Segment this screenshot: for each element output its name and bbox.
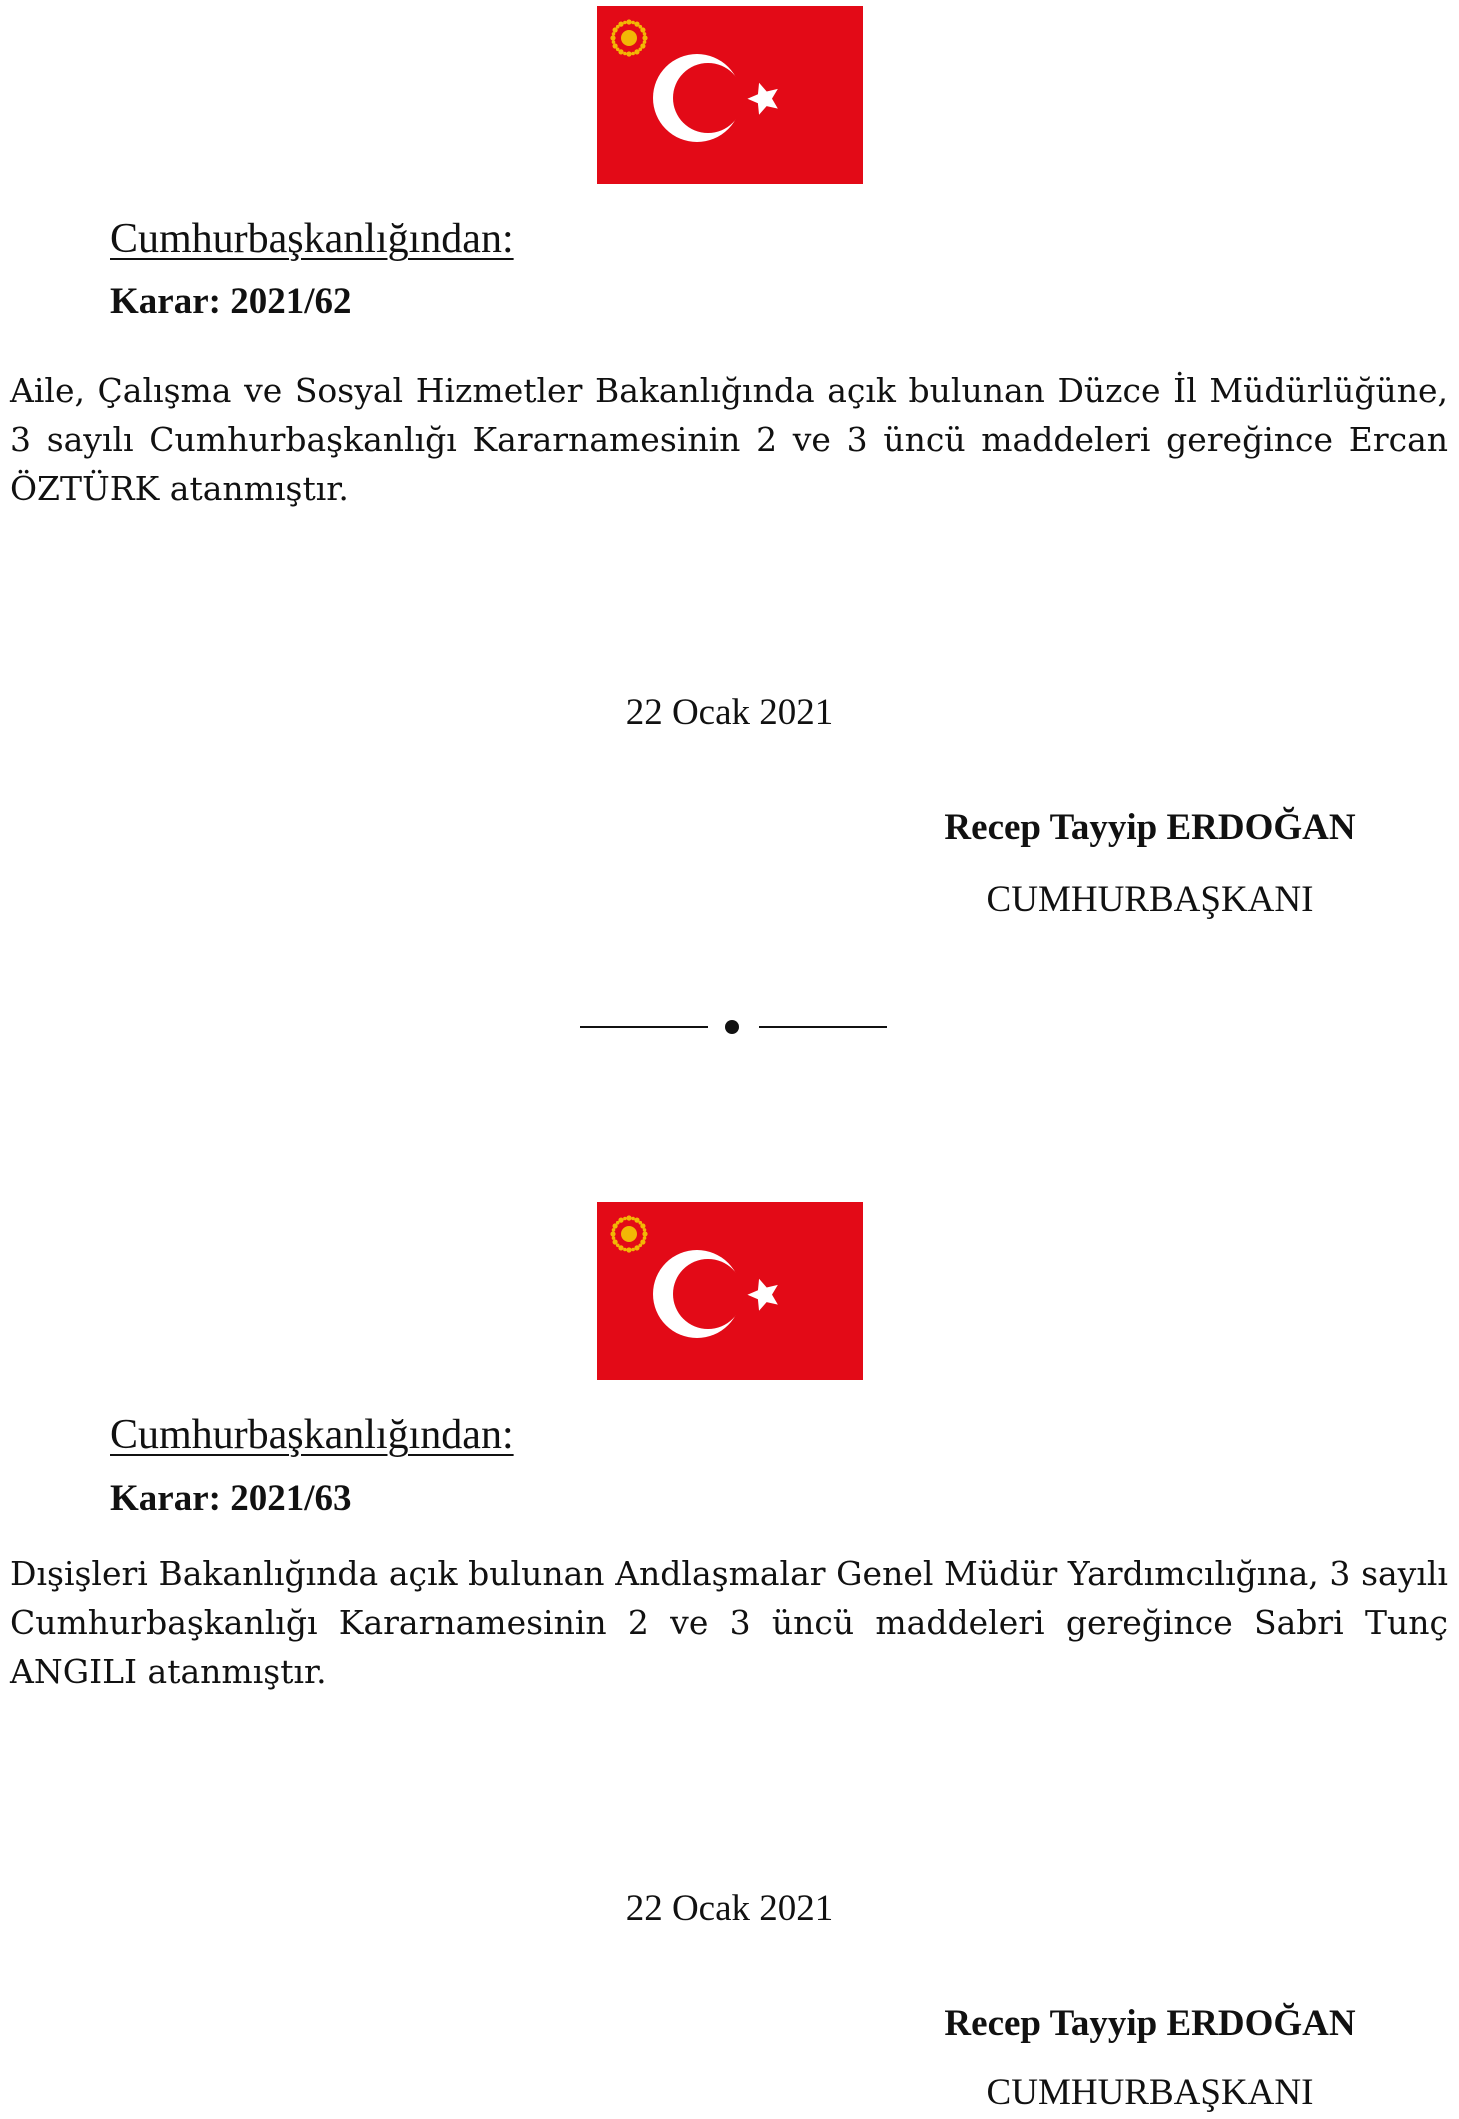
decision-heading: Cumhurbaşkanlığından: xyxy=(110,1412,514,1458)
decision-body: Aile, Çalışma ve Sosyal Hizmetler Bakanlığında açık bulunan Düzce İl Müdürlüğüne, 3 sayılı Cumhurbaşkanlığı Kararnamesinin 2 ve 3 üncü maddeleri gereğince Ercan ÖZTÜRK atanmıştır. xyxy=(10,371,1448,508)
signer-name: Recep Tayyip ERDOĞAN xyxy=(944,2003,1356,2044)
separator-dot xyxy=(725,1020,739,1034)
separator-line-left xyxy=(580,1026,708,1028)
decision-body: Dışişleri Bakanlığında açık bulunan Andlaşmalar Genel Müdür Yardımcılığına, 3 sayılı Cumhurbaşkanlığı Kararnamesinin 2 ve 3 üncü maddeleri gereğince Sabri Tunç ANGILI atanmıştır. xyxy=(10,1554,1448,1691)
decision-date: 22 Ocak 2021 xyxy=(625,692,834,733)
decision-number: Karar: 2021/62 xyxy=(110,281,352,322)
signer-title: CUMHURBAŞKANI xyxy=(986,2072,1314,2113)
presidential-flag-icon xyxy=(597,1202,863,1380)
presidential-flag-icon xyxy=(597,6,863,184)
signer-name: Recep Tayyip ERDOĞAN xyxy=(944,807,1356,848)
decision-date: 22 Ocak 2021 xyxy=(625,1888,834,1929)
decision-heading: Cumhurbaşkanlığından: xyxy=(110,216,514,262)
signer-title: CUMHURBAŞKANI xyxy=(986,879,1314,920)
separator-line-right xyxy=(759,1026,887,1028)
decision-number: Karar: 2021/63 xyxy=(110,1478,352,1519)
